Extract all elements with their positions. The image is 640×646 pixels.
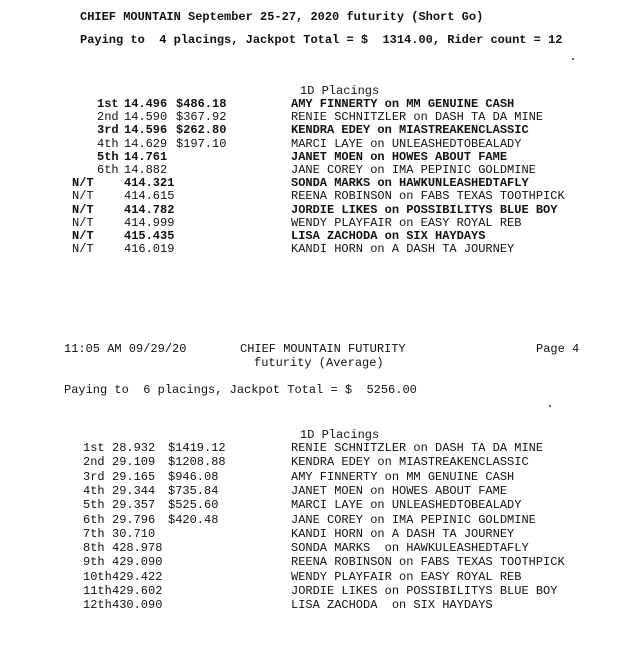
place-cell: 4th xyxy=(83,483,105,498)
rider-horse-cell: LISA ZACHODA on SIX HAYDAYS xyxy=(291,598,493,613)
time-cell: 14.596 xyxy=(124,123,168,138)
rider-horse-cell: KANDI HORN on A DASH TA JOURNEY xyxy=(291,526,515,541)
scan-speck xyxy=(549,405,551,407)
place-cell: 12th xyxy=(83,598,112,613)
short-go-placings-heading: 1D Placings xyxy=(300,84,380,98)
place-cell: N/T xyxy=(72,176,94,191)
place-cell: 10th xyxy=(83,569,112,584)
place-cell: 8th xyxy=(83,541,105,556)
short-go-paying-line: Paying to 4 placings, Jackpot Total = $ 1314.00, Rider count = 12 xyxy=(80,33,563,47)
time-cell: 29.165 xyxy=(112,469,156,484)
rider-horse-cell: RENIE SCHNITZLER on DASH TA DA MINE xyxy=(291,110,544,125)
rider-horse-cell: WENDY PLAYFAIR on EASY ROYAL REB xyxy=(291,569,522,584)
rider-horse-cell: AMY FINNERTY on MM GENUINE CASH xyxy=(291,469,515,484)
money-cell: $1419.12 xyxy=(168,441,226,455)
time-cell: 14.761 xyxy=(124,149,168,164)
report-title: CHIEF MOUNTAIN FUTURITY xyxy=(240,342,406,356)
rider-horse-cell: KENDRA EDEY on MIASTREAKENCLASSIC xyxy=(291,455,529,470)
rider-horse-cell: SONDA MARKS on HAWKULEASHEDTAFLY xyxy=(291,541,529,556)
money-cell: $735.84 xyxy=(168,483,219,498)
money-cell: $1208.88 xyxy=(168,455,226,470)
place-cell: 5th xyxy=(97,149,119,164)
time-cell: 14.629 xyxy=(124,136,168,151)
page-number: Page 4 xyxy=(536,342,580,356)
rider-horse-cell: JANET MOEN on HOWES ABOUT FAME xyxy=(291,149,508,164)
place-cell: 6th xyxy=(83,512,105,527)
time-cell: 29.109 xyxy=(112,455,156,470)
time-cell: 14.590 xyxy=(124,110,168,125)
place-cell: 6th xyxy=(97,163,119,177)
time-cell: 414.321 xyxy=(124,176,175,191)
money-cell: $946.08 xyxy=(168,469,219,484)
time-cell: 29.796 xyxy=(112,512,156,527)
time-cell: 29.357 xyxy=(112,498,156,513)
rider-horse-cell: KANDI HORN on A DASH TA JOURNEY xyxy=(291,242,515,257)
money-cell: $525.60 xyxy=(168,498,219,513)
time-cell: 429.090 xyxy=(112,555,163,570)
place-cell: N/T xyxy=(72,202,94,217)
scan-speck xyxy=(572,58,574,60)
place-cell: 3rd xyxy=(83,469,105,484)
time-cell: 414.615 xyxy=(124,189,175,204)
rider-horse-cell: WENDY PLAYFAIR on EASY ROYAL REB xyxy=(291,215,522,230)
place-cell: 3rd xyxy=(97,123,119,138)
place-cell: 7th xyxy=(83,526,105,541)
rider-horse-cell: MARCI LAYE on UNLEASHEDTOBEALADY xyxy=(291,136,522,151)
rider-horse-cell: JORDIE LIKES on POSSIBILITYS BLUE BOY xyxy=(291,584,558,598)
rider-horse-cell: LISA ZACHODA on SIX HAYDAYS xyxy=(291,229,486,243)
rider-horse-cell: KENDRA EDEY on MIASTREAKENCLASSIC xyxy=(291,123,529,138)
place-cell: N/T xyxy=(72,189,94,204)
time-cell: 414.782 xyxy=(124,202,175,217)
place-cell: 2nd xyxy=(97,110,119,125)
rider-horse-cell: REENA ROBINSON on FABS TEXAS TOOTHPICK xyxy=(291,555,565,570)
rider-horse-cell: REENA ROBINSON on FABS TEXAS TOOTHPICK xyxy=(291,189,565,204)
money-cell: $486.18 xyxy=(176,97,227,111)
rider-horse-cell: JANE COREY on IMA PEPINIC GOLDMINE xyxy=(291,163,536,177)
report-subtitle: futurity (Average) xyxy=(254,356,384,370)
time-cell: 415.435 xyxy=(124,229,175,243)
time-cell: 429.422 xyxy=(112,569,163,584)
place-cell: 2nd xyxy=(83,455,105,470)
rider-horse-cell: JANET MOEN on HOWES ABOUT FAME xyxy=(291,483,508,498)
place-cell: 1st xyxy=(97,97,119,111)
place-cell: 1st xyxy=(83,441,105,455)
report-timestamp: 11:05 AM 09/29/20 xyxy=(64,342,187,356)
time-cell: 429.602 xyxy=(112,584,163,598)
short-go-title: CHIEF MOUNTAIN September 25-27, 2020 futurity (Short Go) xyxy=(80,10,484,24)
place-cell: N/T xyxy=(72,242,94,257)
time-cell: 14.496 xyxy=(124,97,168,111)
rider-horse-cell: RENIE SCHNITZLER on DASH TA DA MINE xyxy=(291,441,544,455)
time-cell: 414.999 xyxy=(124,215,175,230)
time-cell: 416.019 xyxy=(124,242,175,257)
time-cell: 430.090 xyxy=(112,598,163,613)
place-cell: 9th xyxy=(83,555,105,570)
average-paying-line: Paying to 6 placings, Jackpot Total = $ 5256.00 xyxy=(64,383,417,397)
money-cell: $262.80 xyxy=(176,123,227,138)
average-placings-heading: 1D Placings xyxy=(300,428,380,442)
rider-horse-cell: JORDIE LIKES on POSSIBILITYS BLUE BOY xyxy=(291,202,558,217)
rider-horse-cell: AMY FINNERTY on MM GENUINE CASH xyxy=(291,97,515,111)
time-cell: 428.978 xyxy=(112,541,163,556)
rider-horse-cell: JANE COREY on IMA PEPINIC GOLDMINE xyxy=(291,512,536,527)
place-cell: 4th xyxy=(97,136,119,151)
time-cell: 30.710 xyxy=(112,526,156,541)
rider-horse-cell: MARCI LAYE on UNLEASHEDTOBEALADY xyxy=(291,498,522,513)
money-cell: $420.48 xyxy=(168,512,219,527)
money-cell: $367.92 xyxy=(176,110,227,125)
time-cell: 14.882 xyxy=(124,163,168,177)
place-cell: N/T xyxy=(72,215,94,230)
place-cell: N/T xyxy=(72,229,94,243)
time-cell: 28.932 xyxy=(112,441,156,455)
money-cell: $197.10 xyxy=(176,136,227,151)
place-cell: 5th xyxy=(83,498,105,513)
time-cell: 29.344 xyxy=(112,483,156,498)
place-cell: 11th xyxy=(83,584,112,598)
rider-horse-cell: SONDA MARKS on HAWKUNLEASHEDTAFLY xyxy=(291,176,529,191)
